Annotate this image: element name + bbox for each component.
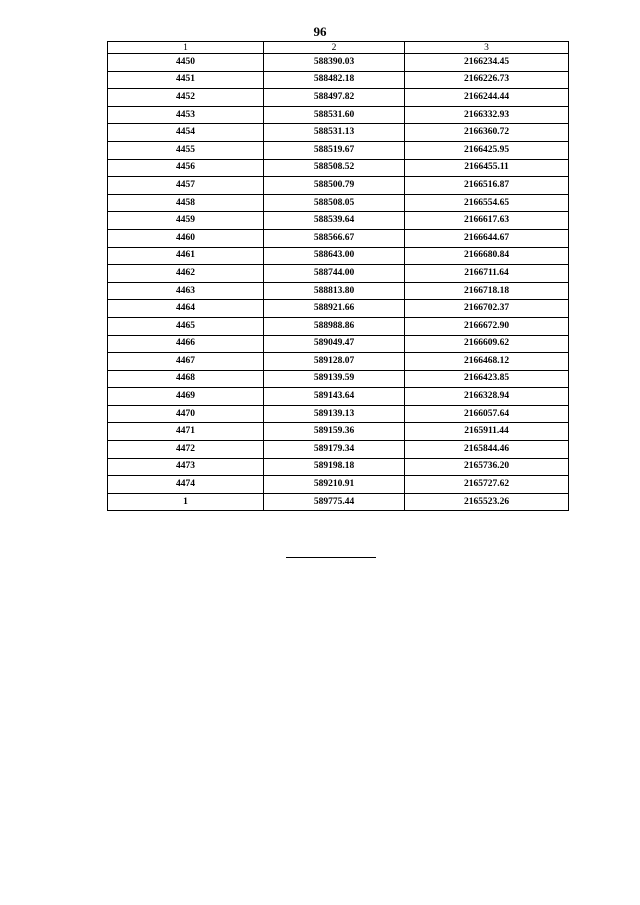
table-row [108,106,569,124]
cell-y-coordinate: 2165844.46 [405,441,569,459]
table-row [108,335,569,353]
cell-y-coordinate: 2166672.90 [405,317,569,335]
cell-x-coordinate: 589143.64 [264,388,405,406]
cell-y-coordinate: 2166617.63 [405,212,569,230]
column-header-point-number: 1 [108,42,264,54]
cell-point-number: 4471 [108,423,264,441]
cell-point-number: 1 [108,493,264,511]
cell-x-coordinate: 589049.47 [264,335,405,353]
cell-point-number: 4472 [108,441,264,459]
cell-y-coordinate: 2166702.37 [405,300,569,318]
cell-point-number: 4469 [108,388,264,406]
column-header-x: 2 [264,42,405,54]
cell-x-coordinate: 588519.67 [264,141,405,159]
cell-y-coordinate: 2166644.67 [405,229,569,247]
cell-x-coordinate: 588508.52 [264,159,405,177]
cell-point-number: 4457 [108,177,264,195]
cell-x-coordinate: 589210.91 [264,476,405,494]
table-row [108,247,569,265]
cell-y-coordinate: 2166423.85 [405,370,569,388]
cell-point-number: 4463 [108,282,264,300]
cell-y-coordinate: 2166554.65 [405,194,569,212]
table-row [108,159,569,177]
cell-y-coordinate: 2166244.44 [405,89,569,107]
table-row [108,441,569,459]
cell-point-number: 4467 [108,353,264,371]
cell-point-number: 4455 [108,141,264,159]
cell-point-number: 4464 [108,300,264,318]
cell-x-coordinate: 588988.86 [264,317,405,335]
cell-x-coordinate: 588921.66 [264,300,405,318]
table-row [108,212,569,230]
cell-point-number: 4458 [108,194,264,212]
cell-x-coordinate: 589179.34 [264,441,405,459]
cell-y-coordinate: 2166332.93 [405,106,569,124]
cell-y-coordinate: 2166226.73 [405,71,569,89]
cell-y-coordinate: 2166468.12 [405,353,569,371]
cell-x-coordinate: 589775.44 [264,493,405,511]
table-row [108,300,569,318]
cell-y-coordinate: 2166234.45 [405,54,569,72]
cell-x-coordinate: 588566.67 [264,229,405,247]
cell-point-number: 4462 [108,265,264,283]
table-row [108,405,569,423]
cell-y-coordinate: 2166425.95 [405,141,569,159]
cell-x-coordinate: 588500.79 [264,177,405,195]
cell-point-number: 4460 [108,229,264,247]
table-row [108,370,569,388]
table-row [108,71,569,89]
table-row [108,194,569,212]
cell-point-number: 4468 [108,370,264,388]
table-row [108,423,569,441]
table-row [108,54,569,72]
table-row [108,282,569,300]
cell-y-coordinate: 2166516.87 [405,177,569,195]
cell-y-coordinate: 2166057.64 [405,405,569,423]
cell-x-coordinate: 588813.80 [264,282,405,300]
table-row [108,229,569,247]
cell-y-coordinate: 2165727.62 [405,476,569,494]
cell-y-coordinate: 2166360.72 [405,124,569,142]
cell-y-coordinate: 2166680.84 [405,247,569,265]
cell-x-coordinate: 589198.18 [264,458,405,476]
cell-point-number: 4466 [108,335,264,353]
page-number: 96 [313,24,327,39]
cell-y-coordinate: 2166711.64 [405,265,569,283]
table-row [108,124,569,142]
cell-x-coordinate: 588508.05 [264,194,405,212]
table-row [108,141,569,159]
cell-x-coordinate: 589128.07 [264,353,405,371]
cell-point-number: 4474 [108,476,264,494]
table-row [108,388,569,406]
table-row [108,493,569,511]
table-row [108,89,569,107]
column-header-y: 3 [405,42,569,54]
table-row [108,353,569,371]
cell-y-coordinate: 2165736.20 [405,458,569,476]
cell-y-coordinate: 2165523.26 [405,493,569,511]
cell-point-number: 4454 [108,124,264,142]
table-header-row [108,42,569,54]
cell-x-coordinate: 589159.36 [264,423,405,441]
table-row [108,265,569,283]
coordinates-table [107,41,569,511]
cell-point-number: 4461 [108,247,264,265]
cell-x-coordinate: 588531.60 [264,106,405,124]
footer-rule [286,557,376,558]
table-row [108,177,569,195]
cell-point-number: 4450 [108,54,264,72]
cell-x-coordinate: 588539.64 [264,212,405,230]
cell-point-number: 4456 [108,159,264,177]
table-body [108,54,569,511]
cell-x-coordinate: 588744.00 [264,265,405,283]
table-row [108,317,569,335]
table-row [108,476,569,494]
table-row [108,458,569,476]
cell-y-coordinate: 2166455.11 [405,159,569,177]
cell-x-coordinate: 589139.13 [264,405,405,423]
cell-point-number: 4473 [108,458,264,476]
cell-point-number: 4451 [108,71,264,89]
cell-point-number: 4465 [108,317,264,335]
cell-x-coordinate: 588497.82 [264,89,405,107]
cell-x-coordinate: 588531.13 [264,124,405,142]
cell-x-coordinate: 588390.03 [264,54,405,72]
cell-y-coordinate: 2165911.44 [405,423,569,441]
cell-y-coordinate: 2166328.94 [405,388,569,406]
cell-x-coordinate: 588482.18 [264,71,405,89]
cell-point-number: 4453 [108,106,264,124]
cell-x-coordinate: 588643.00 [264,247,405,265]
cell-x-coordinate: 589139.59 [264,370,405,388]
cell-point-number: 4459 [108,212,264,230]
cell-y-coordinate: 2166609.62 [405,335,569,353]
cell-y-coordinate: 2166718.18 [405,282,569,300]
cell-point-number: 4470 [108,405,264,423]
cell-point-number: 4452 [108,89,264,107]
